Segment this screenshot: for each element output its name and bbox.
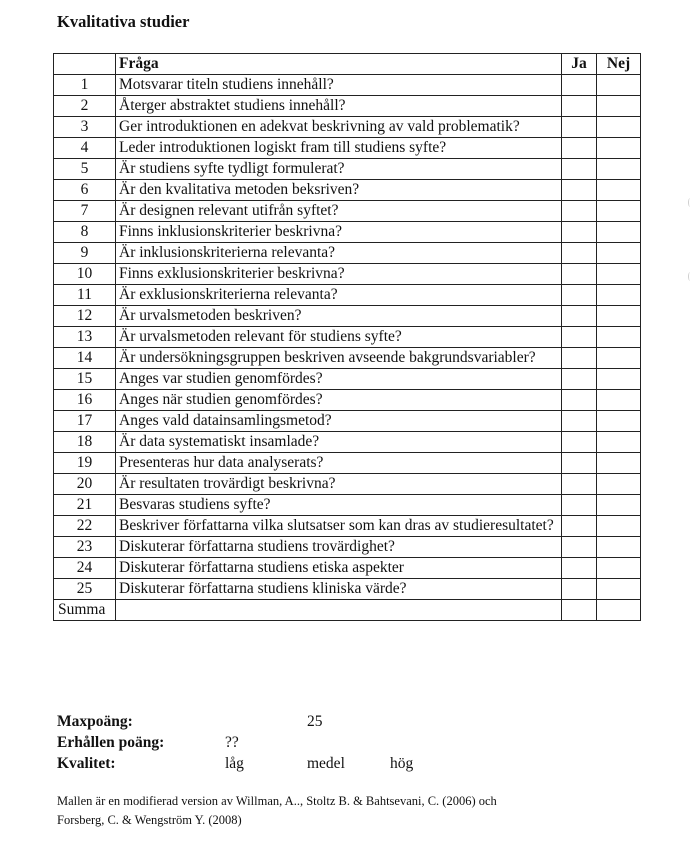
received-score-value: ?? [225, 734, 239, 751]
table-row [54, 285, 641, 306]
row-yes-cell[interactable] [562, 579, 597, 600]
row-no-cell[interactable] [597, 138, 641, 159]
row-yes-cell[interactable] [562, 138, 597, 159]
row-no-cell[interactable] [597, 243, 641, 264]
row-yes-cell[interactable] [562, 411, 597, 432]
row-no-cell[interactable] [597, 474, 641, 495]
row-number: 3 [54, 117, 116, 138]
row-number: 6 [54, 180, 116, 201]
checklist-rows [54, 75, 641, 600]
row-number: 18 [54, 432, 116, 453]
row-no-cell[interactable] [597, 75, 641, 96]
row-number: 1 [54, 75, 116, 96]
table-row [54, 96, 641, 117]
table-row [54, 306, 641, 327]
row-number: 9 [54, 243, 116, 264]
row-yes-cell[interactable] [562, 474, 597, 495]
row-number: 23 [54, 537, 116, 558]
max-score-value: 25 [307, 713, 323, 730]
table-row [54, 117, 641, 138]
row-question: Är data systematiskt insamlade? [116, 432, 562, 453]
row-number: 20 [54, 474, 116, 495]
summary-label: Summa [54, 600, 116, 621]
row-question: Är exklusionskriterierna relevanta? [116, 285, 562, 306]
header-yes: Ja [562, 54, 597, 75]
row-no-cell[interactable] [597, 348, 641, 369]
footnote-line-2: Forsberg, C. & Wengström Y. (2008) [57, 813, 242, 827]
row-question: Är undersökningsgruppen beskriven avseende bakgrundsvariabler? [116, 348, 562, 369]
row-no-cell[interactable] [597, 495, 641, 516]
row-question: Finns exklusionskriterier beskrivna? [116, 264, 562, 285]
table-row [54, 327, 641, 348]
row-number: 10 [54, 264, 116, 285]
row-number: 11 [54, 285, 116, 306]
row-no-cell[interactable] [597, 558, 641, 579]
row-number: 22 [54, 516, 116, 537]
source-footnote [57, 792, 617, 830]
summary-yes-cell[interactable] [562, 600, 597, 621]
table-row [54, 495, 641, 516]
row-number: 12 [54, 306, 116, 327]
row-yes-cell[interactable] [562, 285, 597, 306]
row-yes-cell[interactable] [562, 369, 597, 390]
row-yes-cell[interactable] [562, 537, 597, 558]
row-question: Är resultaten trovärdigt beskrivna? [116, 474, 562, 495]
row-number: 15 [54, 369, 116, 390]
row-no-cell[interactable] [597, 306, 641, 327]
row-yes-cell[interactable] [562, 201, 597, 222]
row-question: Diskuterar författarna studiens kliniska värde? [116, 579, 562, 600]
table-row [54, 348, 641, 369]
score-section [57, 711, 457, 774]
row-question: Är den kvalitativa metoden beksriven? [116, 180, 562, 201]
row-number: 21 [54, 495, 116, 516]
row-question: Är inklusionskriterierna relevanta? [116, 243, 562, 264]
row-no-cell[interactable] [597, 96, 641, 117]
row-number: 25 [54, 579, 116, 600]
table-row [54, 222, 641, 243]
quality-medium: medel [307, 755, 345, 772]
header-number [54, 54, 116, 75]
table-row [54, 201, 641, 222]
table-row [54, 159, 641, 180]
quality-high: hög [390, 755, 414, 772]
row-question: Motsvarar titeln studiens innehåll? [116, 75, 562, 96]
page-title: Kvalitativa studier [57, 12, 190, 31]
row-yes-cell[interactable] [562, 558, 597, 579]
row-yes-cell[interactable] [562, 306, 597, 327]
header-no: Nej [597, 54, 641, 75]
row-yes-cell[interactable] [562, 264, 597, 285]
row-question: Presenteras hur data analyserats? [116, 453, 562, 474]
row-question: Diskuterar författarna studiens trovärdighet? [116, 537, 562, 558]
row-question: Besvaras studiens syfte? [116, 495, 562, 516]
row-question: Diskuterar författarna studiens etiska aspekter [116, 558, 562, 579]
row-no-cell[interactable] [597, 453, 641, 474]
row-number: 14 [54, 348, 116, 369]
row-number: 8 [54, 222, 116, 243]
received-score-row [57, 732, 457, 753]
row-no-cell[interactable] [597, 201, 641, 222]
received-score-label: Erhållen poäng: [57, 734, 165, 751]
row-question: Anges när studien genomfördes? [116, 390, 562, 411]
row-number: 4 [54, 138, 116, 159]
row-question: Ger introduktionen en adekvat beskrivning av vald problematik? [116, 117, 562, 138]
row-yes-cell[interactable] [562, 159, 597, 180]
row-no-cell[interactable] [597, 264, 641, 285]
table-row [54, 243, 641, 264]
row-no-cell[interactable] [597, 285, 641, 306]
row-question: Är urvalsmetoden relevant för studiens syfte? [116, 327, 562, 348]
table-row [54, 558, 641, 579]
row-yes-cell[interactable] [562, 327, 597, 348]
row-yes-cell[interactable] [562, 180, 597, 201]
row-question: Leder introduktionen logiskt fram till studiens syfte? [116, 138, 562, 159]
row-yes-cell[interactable] [562, 75, 597, 96]
row-no-cell[interactable] [597, 537, 641, 558]
row-no-cell[interactable] [597, 117, 641, 138]
row-question: Finns inklusionskriterier beskrivna? [116, 222, 562, 243]
row-no-cell[interactable] [597, 180, 641, 201]
row-number: 24 [54, 558, 116, 579]
row-no-cell[interactable] [597, 516, 641, 537]
row-no-cell[interactable] [597, 579, 641, 600]
table-row [54, 75, 641, 96]
table-header-row [54, 54, 641, 75]
table-row [54, 264, 641, 285]
row-yes-cell[interactable] [562, 243, 597, 264]
row-yes-cell[interactable] [562, 516, 597, 537]
row-number: 5 [54, 159, 116, 180]
quality-label: Kvalitet: [57, 755, 116, 772]
row-no-cell[interactable] [597, 327, 641, 348]
row-no-cell[interactable] [597, 159, 641, 180]
row-question: Är studiens syfte tydligt formulerat? [116, 159, 562, 180]
row-number: 13 [54, 327, 116, 348]
table-row [54, 432, 641, 453]
table-row [54, 411, 641, 432]
quality-low: låg [225, 755, 244, 772]
row-question: Är urvalsmetoden beskriven? [116, 306, 562, 327]
row-yes-cell[interactable] [562, 432, 597, 453]
row-no-cell[interactable] [597, 432, 641, 453]
row-number: 17 [54, 411, 116, 432]
table-row [54, 474, 641, 495]
summary-no-cell[interactable] [597, 600, 641, 621]
row-yes-cell[interactable] [562, 390, 597, 411]
row-yes-cell[interactable] [562, 117, 597, 138]
table-row [54, 369, 641, 390]
row-question: Anges var studien genomfördes? [116, 369, 562, 390]
row-number: 16 [54, 390, 116, 411]
scan-mark [688, 272, 692, 281]
row-question: Återger abstraktet studiens innehåll? [116, 96, 562, 117]
summary-row [54, 600, 641, 621]
table-row [54, 180, 641, 201]
table-row [54, 138, 641, 159]
row-question: Anges vald datainsamlingsmetod? [116, 411, 562, 432]
footnote-line-1: Mallen är en modifierad version av Willman, A.., Stoltz B. & Bahtsevani, C. (2006) och [57, 794, 497, 808]
row-no-cell[interactable] [597, 390, 641, 411]
max-score-label: Maxpoäng: [57, 713, 133, 730]
scan-mark [688, 198, 692, 207]
summary-question-cell [116, 600, 562, 621]
row-yes-cell[interactable] [562, 96, 597, 117]
row-yes-cell[interactable] [562, 348, 597, 369]
row-number: 2 [54, 96, 116, 117]
row-yes-cell[interactable] [562, 222, 597, 243]
row-question: Beskriver författarna vilka slutsatser som kan dras av studieresultatet? [116, 516, 562, 537]
row-yes-cell[interactable] [562, 453, 597, 474]
row-no-cell[interactable] [597, 369, 641, 390]
row-no-cell[interactable] [597, 411, 641, 432]
row-number: 7 [54, 201, 116, 222]
max-score-row [57, 711, 457, 732]
table-row [54, 390, 641, 411]
table-row [54, 579, 641, 600]
row-yes-cell[interactable] [562, 495, 597, 516]
header-question: Fråga [116, 54, 562, 75]
table-row [54, 453, 641, 474]
quality-checklist-table [53, 53, 641, 621]
quality-row [57, 753, 457, 774]
row-no-cell[interactable] [597, 222, 641, 243]
table-row [54, 537, 641, 558]
row-question: Är designen relevant utifrån syftet? [116, 201, 562, 222]
table-row [54, 516, 641, 537]
row-number: 19 [54, 453, 116, 474]
